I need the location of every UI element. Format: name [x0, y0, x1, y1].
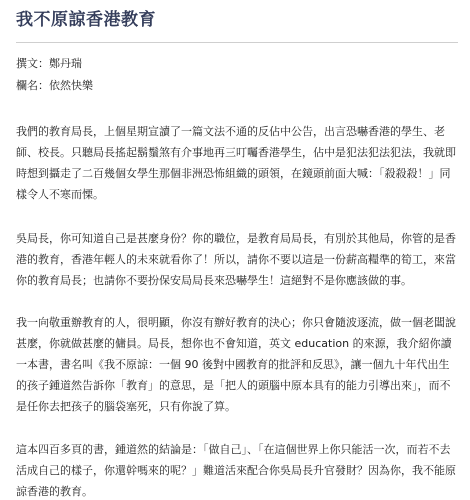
column-label: 欄名：依然快樂 — [16, 79, 93, 92]
article-paragraph-2: 吳局長，你可知道自己是甚麼身份？你的職位，是教育局局長，有別於其他局，你管的是香港的教育，香港年輕人的未來就看你了！所以，請你不要以這是一份薪高糧準的筍工，來當你的教育局長；也請你不要扮保安局局長來恐嚇學生！這絕對不是你應該做的事。 — [16, 232, 456, 287]
article-paragraph-4: 這本四百多頁的書，鍾道然的結論是：「做自己」、「在這個世界上你只能活一次，而若不去活成自己的樣子，你還幹嗎來的呢？」難道活來配合你吳局長升官發財？因為你，我不能原諒香港的教育。 — [16, 443, 456, 498]
article-meta — [16, 53, 458, 97]
title-divider — [16, 42, 458, 43]
article-title: 我不原諒香港教育 — [16, 10, 156, 30]
article-paragraph-1: 我們的教育局長，上個星期宣讀了一篇文法不通的反佔中公告，出言恐嚇香港的學生、老師、校長。只聽局長搖起鬍鬚煞有介事地再三叮囑香港學生，佔中是犯法犯法犯法，我就即時想到攝走了二百幾個女學生那個非洲恐怖組織的頭領，在鏡頭前面大喊：「殺殺殺！」同樣令人不寒而慄。 — [16, 125, 456, 201]
author-label: 撰文：鄭丹瑞 — [16, 57, 82, 70]
article-paragraph-3: 我一向敬重辦教育的人，很明顯，你沒有辦好教育的決心；你只會隨波逐流，做一個老闆說甚麼，你就做甚麼的傭員。局長，想你也不會知道，英文 education 的來源，我介紹你讀一本書，書名叫《我不原諒：一個 90 後對中國教育的批評和反思》，讓一個九十年代出生的孩子鍾道然告訴你「教育」的意思，是「把人的頭腦中原本具有的能力引導出來」，而不是任你去把孩子的腦袋塞死，只有你說了算。 — [16, 316, 456, 413]
